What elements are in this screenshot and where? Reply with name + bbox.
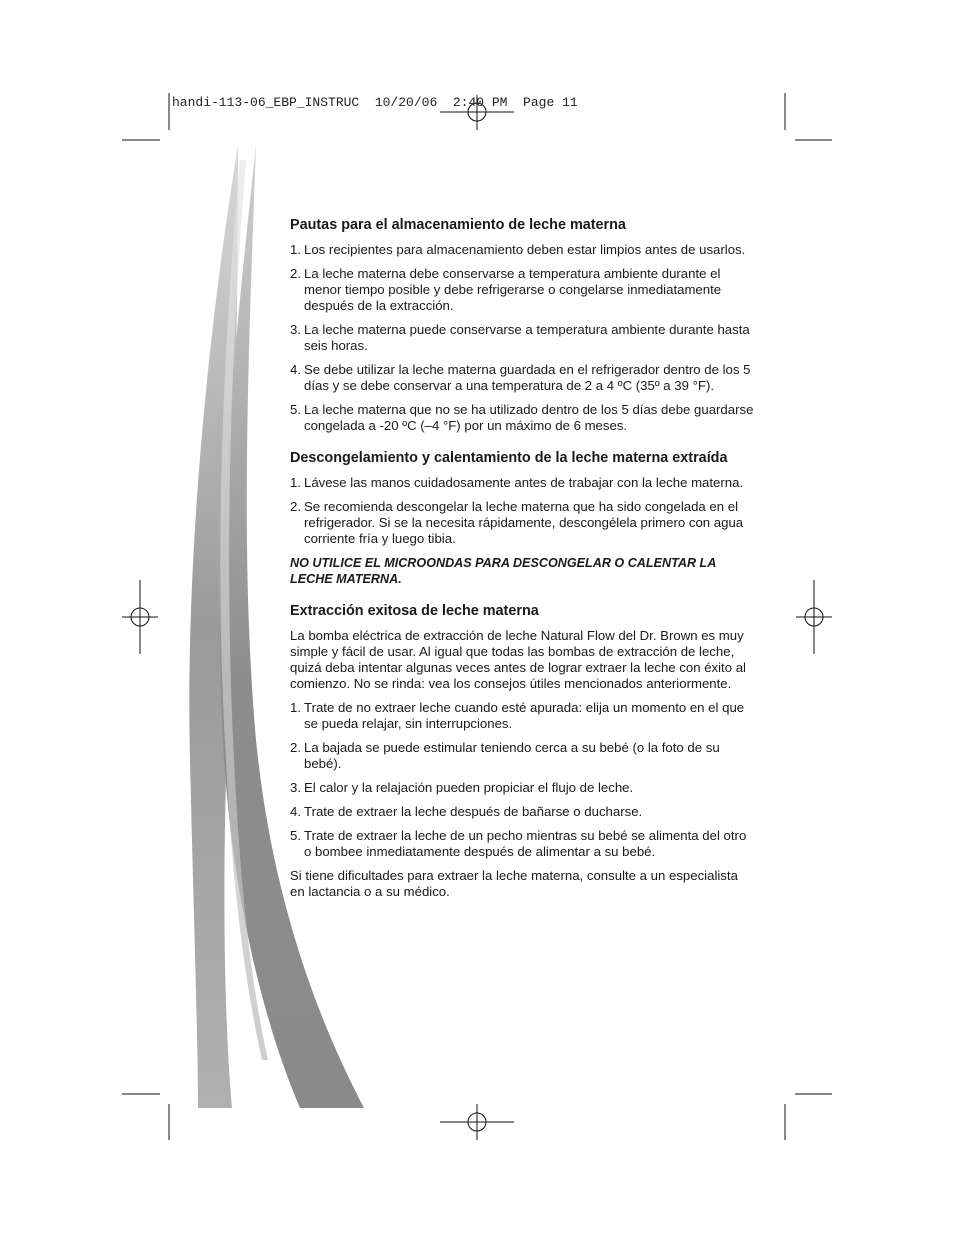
list-item: 1. Lávese las manos cuidadosamente antes de trabajar con la leche materna. [290,475,744,490]
registration-mark-bottom [440,1104,514,1140]
thawing-list [290,475,754,547]
closing-paragraph: Si tiene dificultades para extraer la leche materna, consulte a un especialista en lactancia o a su médico. [290,868,738,899]
main-content [290,216,754,908]
intro-paragraph: La bomba eléctrica de extracción de leche Natural Flow del Dr. Brown es muy simple y fácil de usar. Al igual que todas las bombas de extracción de leche, quizá deba intentar algunas veces antes de lograr extraer la leche con éxito al comienzo. No se rinda: vea los consejos útiles mencionados anteriormente. [290,628,746,691]
list-item: 2. La bajada se puede estimular teniendo cerca a su bebé (o la foto de su bebé). [290,740,720,771]
list-item: 4. Trate de extraer la leche después de bañarse o ducharse. [290,804,643,819]
tips-list [290,700,754,860]
microwave-warning: NO UTILICE EL MICROONDAS PARA DESCONGELAR O CALENTAR LA LECHE MATERNA. [290,556,716,586]
storage-list [290,242,754,434]
list-item: 3. El calor y la relajación pueden propiciar el flujo de leche. [290,780,634,795]
list-item: 5. Trate de extraer la leche de un pecho mientras su bebé se alimenta del otro o bombee inmediatamente después de alimentar a su bebé. [290,828,747,859]
registration-mark-right [796,580,832,654]
section-heading-thawing: Descongelamiento y calentamiento de la leche materna extraída [290,450,728,466]
list-item: 2. La leche materna debe conservarse a temperatura ambiente durante el menor tiempo posible y debe refrigerarse o congelarse inmediatamente después de la extracción. [290,266,722,313]
list-item: 3. La leche materna puede conservarse a temperatura ambiente durante hasta seis horas. [290,322,750,353]
list-item: 4. Se debe utilizar la leche materna guardada en el refrigerador dentro de los 5 días y se debe conservar a una temperatura de 2 a 4 ºC (35º a 39 °F). [290,362,751,393]
list-item: 5. La leche materna que no se ha utilizado dentro de los 5 días debe guardarse congelada a -20 ºC (–4 °F) por un máximo de 6 meses. [290,402,754,433]
section-heading-storage: Pautas para el almacenamiento de leche materna [290,217,626,233]
list-item: 1. Los recipientes para almacenamiento deben estar limpios antes de usarlos. [290,242,746,257]
print-slug-line: handi-113-06_EBP_INSTRUC 10/20/06 2:40 PM Page 11 [172,95,578,110]
registration-mark-left [122,580,158,654]
list-item: 1. Trate de no extraer leche cuando esté apurada: elija un momento en el que se pueda relajar, sin interrupciones. [290,700,745,731]
list-item: 2. Se recomienda descongelar la leche materna que ha sido congelada en el refrigerador. Si se la necesita rápidamente, descongélela primero con agua corriente fría y luego tibia. [290,499,744,546]
section-heading-successful-pumping: Extracción exitosa de leche materna [290,603,539,619]
